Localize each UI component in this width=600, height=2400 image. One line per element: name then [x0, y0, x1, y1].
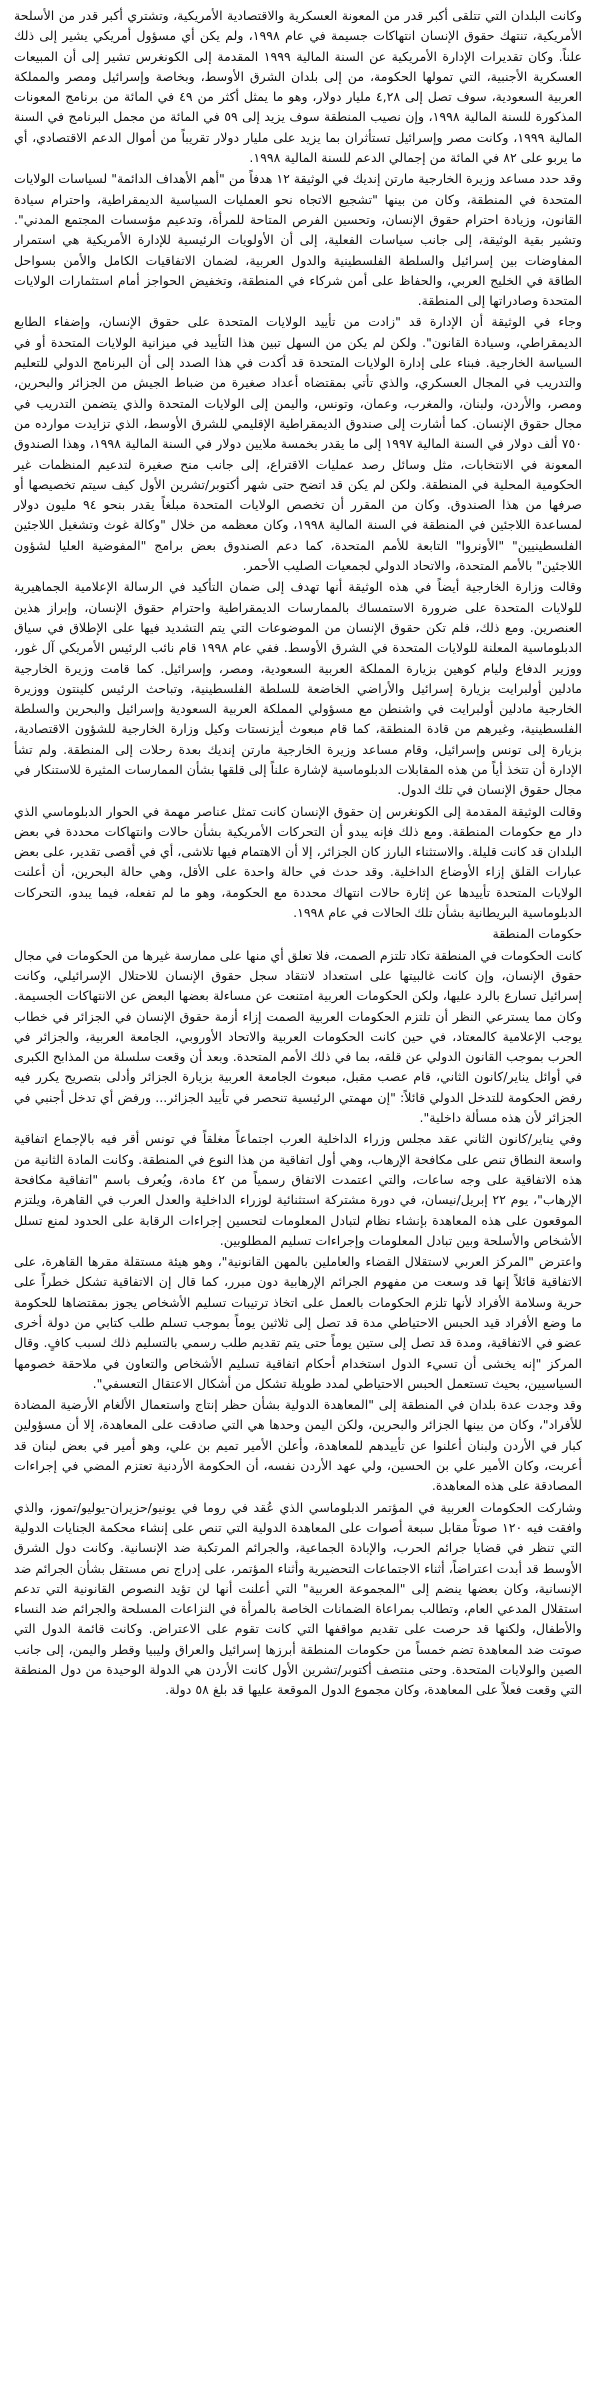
paragraph-terrorism-convention: وفي يناير/كانون الثاني عقد مجلس وزراء الداخلية العرب اجتماعاً مغلقاً في تونس أقر فيه بالإجماع اتفاقية واسعة النطاق تنص على مكافحة الإرهاب، وهي أول اتفاقية من هذا النوع في المنطقة. وكانت المادة الثانية من هذه الاتفاقية على وجه ساعات، والتي اعتمدت الاتفاق رسمياً من ٤٢ مادة، ويُعرف باسم "اتفاقية مكافحة الإرهاب"، يوم ٢٢ إبريل/نيسان، في دورة مشتركة استثنائية لوزراء الداخلية والعدل العرب في القاهرة، ويلتزم الموقعون على هذه المعاهدة بإنشاء نظام لتبادل المعلومات لتحسين إجراءات الرقابة على الحدود لمنع تسلل الأشخاص والأسلحة وبين تبادل المعلومات وإجراءات تسليم المطلوبين.: [14, 1131, 582, 1248]
paragraph-human-rights-support: وجاء في الوثيقة أن الإدارة قد "زادت من تأييد الولايات المتحدة على حقوق الإنسان، وإضفاء الطابع الديمقراطي، وسيادة القانون". ولكن لم يكن من السهل تبين هذا التأييد في ميزانية الولايات المتحدة أو في السياسة الخارجية. فبناء على إدارة الولايات المتحدة قد أكدت في هذا الصدد إلى أن البرنامج الدولي للتعليم والتدريب في المجال العسكري، والذي تأتي بمقتضاه أعداد صغيرة من ضباط الجيش من الجزائر والبحرين، ومصر، والأردن، ولبنان، والمغرب، وعمان، وتونس، واليمن إلى الولايات المتحدة والذي يتضمن التدريب في مجال حقوق الإنسان. كما أشارت إلى صندوق الديمقراطية الإقليمي للشرق الأوسط، الذي تزايدت موارده من ٧٥٠ ألف دولار في السنة المالية ١٩٩٧ إلى ما يقدر بخمسة ملايين دولار في السنة المالية ١٩٩٨، وهذا الصندوق المعونة في الانتخابات، مثل وسائل رصد عمليات الاقتراع، إلى جانب منح صغيرة لتدعيم المنظمات غير الحكومية المحلية في المنطقة. ولكن لم يكن قد اتضح حتى شهر أكتوبر/تشرين الأول كيف سيتم تخصيصها أو صرفها من هذا الصندوق. وكان من المقرر أن تخصص الولايات المتحدة مبلغاً يقدر بنحو ٩٤ مليون دولار لمساعدة اللاجئين في المنطقة في السنة المالية ١٩٩٨، وكان معظمه من خلال "وكالة غوث وتشغيل اللاجئين الفلسطينيين" "الأونروا" التابعة للأمم المتحدة، كما دعم الصندوق بعض برامج "المفوضية العليا لشؤون اللاجئين" بالأمم المتحدة، والاتحاد الدولي لجمعيات الصليب الأحمر.: [14, 314, 582, 574]
paragraph-landmine-treaty: وقد وجدت عدة بلدان في المنطقة إلى "المعاهدة الدولية بشأن حظر إنتاج واستعمال الألغام الأرضية المضادة للأفراد"، وكان من بينها الجزائر والبحرين، ولكن اليمن وحدها هي التي صادقت على المعاهدة، إلا أن مسؤولين كبار في الأردن ولبنان أعلنوا عن تأييدهم للمعاهدة، وأعلن الأمير تميم بن علي، وهو أمير في بعض لبنان قد أعربت، وكان الأمير علي بن الحسين، ولي عهد الأردن نفسه، أن الحكومة الأردنية تعتزم المضي في إجراءات المصادقة على هذه المعاهدة.: [14, 1397, 582, 1494]
paragraph-diplomatic-dialogue: وقالت الوثيقة المقدمة إلى الكونغرس إن حقوق الإنسان كانت تمثل عناصر مهمة في الحوار الدبلوماسي الذي دار مع حكومات المنطقة. ومع ذلك فإنه يبدو أن التحركات الأمريكية بشأن حالات وانتهاكات محددة في بعض البلدان قد كانت قليلة. والاستثناء البارز كان الجزائر، إلا أن الاهتمام فيها تلاشى، أي في أقصى تقدير، على بعض عبارات القلق إزاء الأوضاع الداخلية. وقد حدث في حالة واحدة على الأقل، وهي حالة البحرين، أن أعلنت الولايات المتحدة تأييدها عن إثارة حالات انتهاك محددة مع الحكومة، وهو ما لم تفعله، فيما يبدو، التحركات الدبلوماسية البريطانية بشأن تلك الحالات في عام ١٩٩٨.: [14, 803, 582, 921]
section-heading: حكومات المنطقة: [492, 926, 582, 942]
paragraph-regional-silence: كانت الحكومات في المنطقة تكاد تلتزم الصمت، فلا تعلق أي منها على ممارسة غيرها من الحكومات في مجال حقوق الإنسان، وإن كانت غالبيتها على استعداد لانتقاد سجل حقوق الإنسان للاحتلال الإسرائيلي، وكانت إسرائيل تسارع بالرد عليها، ولكن الحكومات العربية امتنعت عن مساءلة بعضها البعض عن الانتهاكات الجسيمة. وكان مما يسترعي النظر أن تلتزم الحكومات العربية الصمت إزاء أزمة حقوق الإنسان في الجزائر في خطاب يوجب الإعلامية كالمعتاد، في حين كانت الحكومات العربية والاتحاد الأوروبي، الجامعة العربية، والجزائر في الحرب بموجب القانون الدولي عن قلقه، بما في ذلك الأمم المتحدة. وبعد أن وقعت سلسلة من المذابح الكبرى في أوائل يناير/كانون الثاني، قام عصب مقبل، مبعوث الجامعة العربية بزيارة الجزائر وأدلى بتصريح يكرر فيه رفض الحكومة للتدخل الدولي قائلاً: "إن مهمتي الرئيسية تنحصر في تأييد الجزائر... ورفض أي تدخل أجنبي في الجزائر لأن هذه مسألة داخلية".: [14, 947, 582, 1126]
paragraph-policy-goals: وقد حدد مساعد وزيرة الخارجية مارتن إنديك في الوثيقة ١٢ هدفاً من "أهم الأهداف الدائمة" لسياسات الولايات المتحدة في المنطقة، وكان من بينها "تشجيع الاتجاه نحو العمليات السياسية الديمقراطية، واحترام سيادة القانون، وزيادة احترام حقوق الإنسان، وتحسين الفرص المتاحة للمرأة، وتدعيم مؤسسات المجتمع المدني". وتشير بقية الوثيقة، إلى جانب سياسات الفعلية، إلى أن الأولويات الرئيسية للإدارة الأمريكية هي استمرار المفاوضات بين إسرائيل والسلطة الفلسطينية والدول العربية، لضمان الاتفاقيات الكامل والأمن بسواحل الطاقة في الخليج العربي، والحفاظ على أمن شركاء في المنطقة، وتخفيض الحواجز أمام استثمارات الولايات المتحدة وصادراتها إلى المنطقة.: [14, 171, 583, 309]
paragraph-us-aid: وكانت البلدان التي تتلقى أكبر قدر من المعونة العسكرية والاقتصادية الأمريكية، وتشتري أكبر قدر من الأسلحة الأمريكية، تنتهك حقوق الإنسان انتهاكات جسيمة في عام ١٩٩٨، ولم يكن أي مسؤول أمريكي يشير إلى ذلك علناً. وكان تقديرات الإدارة الأمريكية عن السنة المالية ١٩٩٩ المقدمة إلى الكونغرس تشير إلى أن المبيعات العسكرية الأجنبية، التي تمولها الحكومة، من إلى بلدان الشرق الأوسط، وبخاصة وإسرائيل ومصر والمملكة العربية السعودية، سوف تصل إلى ٤,٢٨ مليار دولار، وهو ما يمثل أكثر من ٤٩ في المائة من برنامج المعونات المذكورة للسنة المالية ١٩٩٨، وإن نصيب المنطقة سوف يزيد إلى ٥٩ في المائة من مجمل البرنامج في السنة المالية ١٩٩٩، وكانت مصر وإسرائيل تستأثران بما يزيد على مليار دولار تقريباً من أموال الدعم الاقتصادي، أي ما يربو على ٨٢ في المائة من إجمالي الدعم للسنة المالية ١٩٩٨.: [14, 8, 582, 166]
paragraph-public-diplomacy: وقالت وزارة الخارجية أيضاً في هذه الوثيقة أنها تهدف إلى ضمان التأكيد في الرسالة الإعلامية الجماهيرية للولايات المتحدة على ضرورة الاستمساك بالممارسات الديمقراطية واحترام حقوق الإنسان، وإبراز هذين العنصرين. ومع ذلك، فلم تكن حقوق الإنسان من الموضوعات التي يتم التشديد فيها على الإطلاق في سياق الدبلوماسية المعلنة للولايات المتحدة في الشرق الأوسط. ففي عام ١٩٩٨ قام نائب الرئيس الأمريكي آل غور، ووزير الدفاع وليام كوهين بزيارة المملكة العربية السعودية، ومصر، وإسرائيل. كما قامت وزيرة الخارجية مادلين أولبرايت بزيارة إسرائيل والأراضي الخاضعة للسلطة الفلسطينية، وتباحث الرئيس كلينتون ووزيرة الخارجية مادلين أولبرايت في واشنطن مع مسؤولي المملكة العربية السعودية وإسرائيل والبحرين والسلطة الفلسطينية، وغيرهم من قادة المنطقة، كما قام مبعوث أيزنستات وكيل وزارة الخارجية للشؤون الاقتصادية، بزيارة إلى تونس وإسرائيل، وقام مساعد وزيرة الخارجية مارتن إنديك بعدة رحلات إلى المنطقة. ولم تشأ الإدارة أن تتخذ أياً من هذه المقابلات الدبلوماسية لإشارة علناً إلى قلقها بشأن الممارسات المثيرة للاستنكار في مجال حقوق الإنسان في تلك الدول.: [13, 579, 582, 798]
paragraph-rome-conference: وشاركت الحكومات العربية في المؤتمر الدبلوماسي الذي عُقد في روما في يونيو/حزيران-يوليو/تموز، والذي وافقت فيه ١٢٠ صوتاً مقابل سبعة أصوات على المعاهدة الدولية التي تنص على إنشاء محكمة الجنايات الدولية التي تنظر في قضايا جرائم الحرب، والإبادة الجماعية، والجرائم المرتكبة ضد الإنسانية. وكانت دول الشرق الأوسط قد أبدت اعتراضاً، أثناء الاجتماعات التحضيرية وأثناء المؤتمر، على إدراج نص مستقل بشأن الجرائم ضد الإنسانية، وكان بعضها ينضم إلى "المجموعة العربية" التي أعلنت أنها لن تؤيد النصوص القانونية التي تدعم استقلال المدعي العام، وتطالب بمراعاة الضمانات الخاصة بالمرأة في النزاعات المسلحة والجرائم ضد النساء والأطفال، ولكنها قد حرصت على تقديم مواقفها التي كانت تقوم على الاعتراض. وكانت قائمة الدول التي صوتت ضد المعاهدة تضم خمساً من حكومات المنطقة أبرزها إسرائيل والعراق وليبيا وقطر واليمن، إلى جانب الصين والولايات المتحدة. وحتى منتصف أكتوبر/تشرين الأول كانت الأردن هي الدولة الوحيدة من دول المنطقة التي وقعت فعلاً على المعاهدة، وكان مجموع الدول الموقعة عليها قد بلغ ٥٨ دولة.: [14, 1499, 583, 1698]
paragraph-legal-center-objection: واعترض "المركز العربي لاستقلال القضاء والعاملين بالمهن القانونية"، وهو هيئة مستقلة مقرها القاهرة، على الاتفاقية قائلاً إنها قد وسعت من مفهوم الجرائم الإرهابية دون مبرر، كما قال إن الاتفاقية تشكل خطراً على حرية وسلامة الأفراد لأنها تلزم الحكومات بالعمل على اتخاذ ترتيبات تسليم الأشخاص يجوز بمقتضاها للحكومة ما وضع الأفراد قيد الحبس الاحتياطي مدة قد تصل إلى ثلاثين يوماً بموجب تسلم طلب كتابي من دولة أخرى عضو في الاتفاقية، ومدة قد تصل إلى ستين يوماً حتى يتم تقديم طلب رسمي بالتسليم ذلك لسبب كافٍ. وقال المركز "إنه يخشى أن تسيء الدول استخدام أحكام اتفاقية تسليم الأشخاص والتعاون في ملاحقة خصومها السياسيين، بحيث تستعمل الحبس الاحتياطي لمدد طويلة تشكل من أشكال الاعتقال التعسفي".: [14, 1254, 582, 1391]
